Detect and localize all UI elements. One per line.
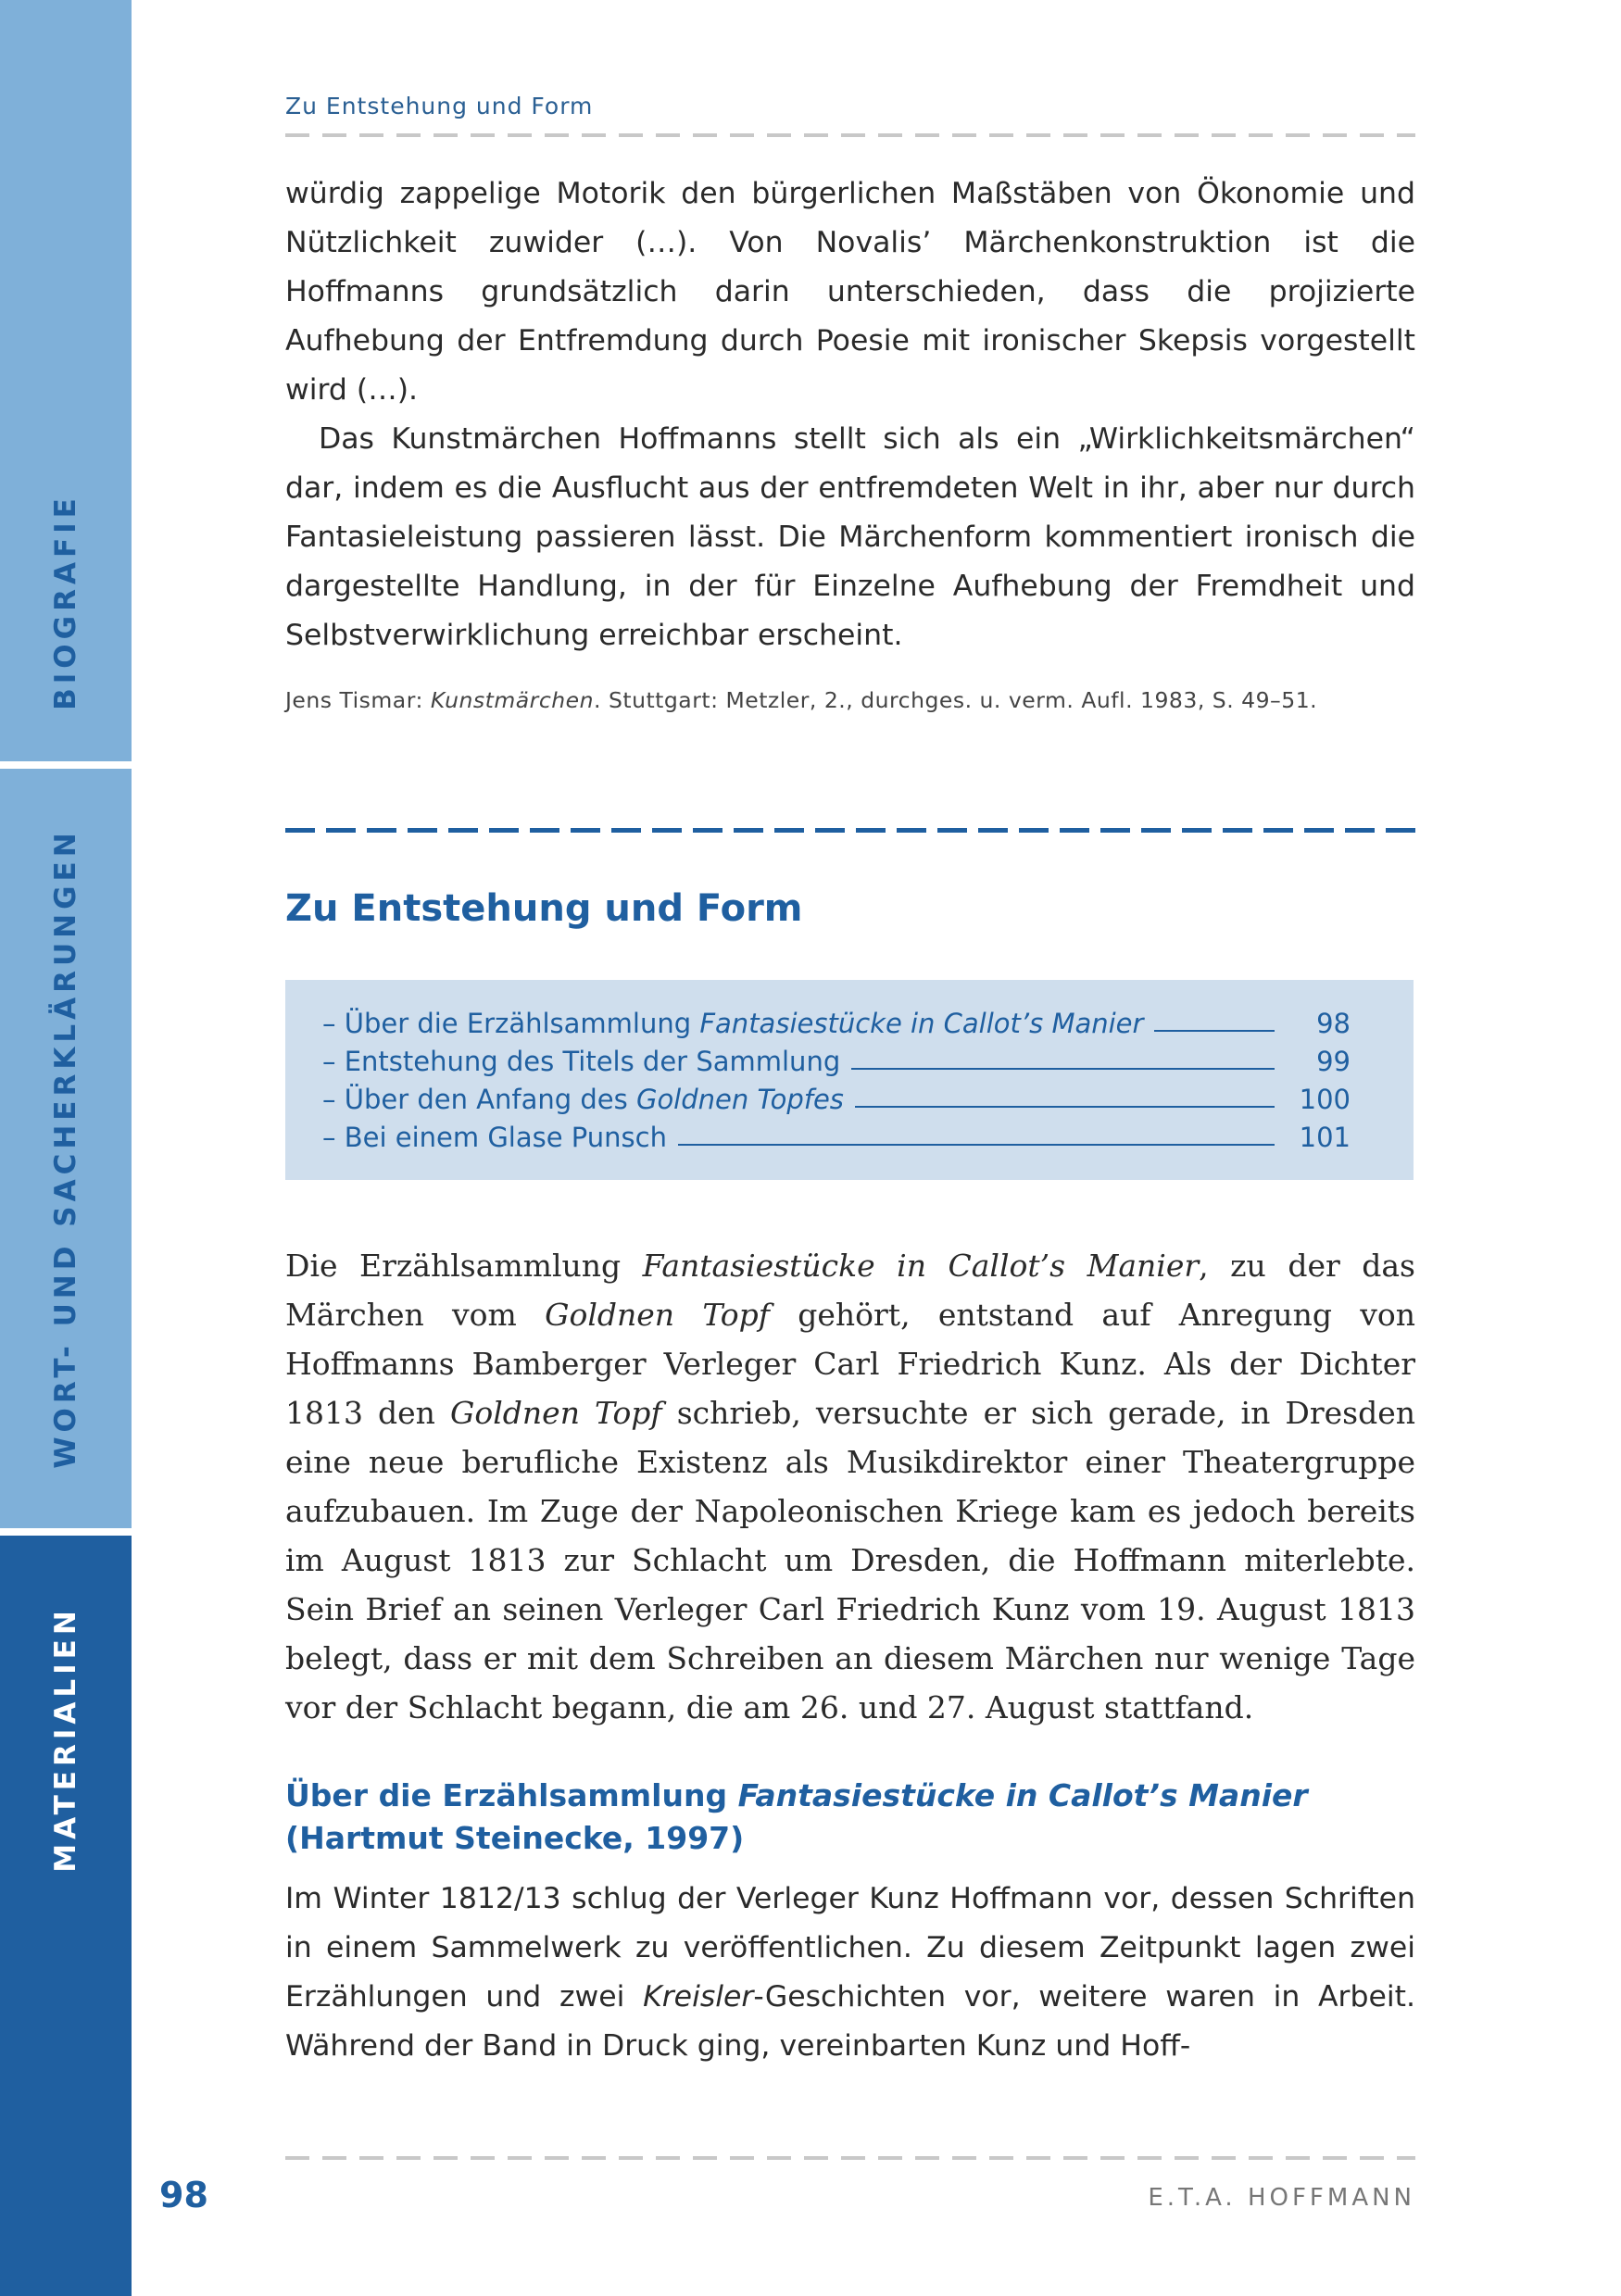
excerpt-paragraph: würdig zappelige Motorik den bürgerlichen Maßstäben von Ökonomie und Nützlichkeit zuwider (…). Von Novalis’ Märchenkonstruktion ist die Hoffmanns grundsätzlich darin unterschieden, dass die projizierte Aufhebung der Entfremdung durch Poesie mit ironischer Skepsis vorgestellt wird (…). <box>285 177 1415 407</box>
running-head: Zu Entstehung und Form <box>285 93 594 119</box>
tab-materialien[interactable] <box>0 1536 132 2296</box>
subheading-italic: Fantasiestücke in Callot’s Manier <box>737 1777 1308 1813</box>
italic-title: Goldnen Topf <box>450 1395 662 1431</box>
toc-leader <box>851 1068 1275 1070</box>
footer-divider <box>285 2156 1415 2160</box>
toc-entry-italic: Fantasiestücke in Callot’s Manier <box>699 1008 1144 1039</box>
toc-entry-label <box>322 1084 844 1115</box>
toc-entry-text: – Bei einem Glase Punsch <box>322 1122 667 1153</box>
toc-entry[interactable] <box>322 1038 1351 1077</box>
text-run: , zu der das Märchen vom <box>285 1248 1415 1333</box>
toc-page-number: 100 <box>1299 1084 1351 1115</box>
citation <box>285 687 1317 713</box>
section-title: Zu Entstehung und Form <box>285 887 803 930</box>
text-run: Im Winter 1812/13 schlug der Verleger Kunz Hoffmann vor, dessen Schriften in einem Sammelwerk zu veröffentlichen. Zu diesem Zeitpunkt lagen zwei Erzählungen und zwei <box>285 1882 1415 2014</box>
subheading <box>285 1775 1415 1860</box>
sub-text <box>285 1875 1415 2071</box>
toc-entry[interactable] <box>322 1114 1351 1153</box>
italic-name: Kreisler <box>643 1980 754 2014</box>
tab-wort-und-sacherklaerungen-label: WORT- UND SACHERKLÄRUNGEN <box>49 828 82 1469</box>
subheading-text: Über die Erzählsammlung <box>285 1777 738 1813</box>
tab-materialien-label: MATERIALIEN <box>49 1606 82 1873</box>
toc-leader <box>678 1144 1275 1146</box>
subheading-text: (Hartmut Steinecke, 1997) <box>285 1820 745 1856</box>
toc-page-number: 98 <box>1316 1008 1351 1039</box>
toc-page-number: 101 <box>1299 1122 1351 1153</box>
tab-wort-und-sacherklaerungen[interactable] <box>0 769 132 1528</box>
toc-entry-label <box>322 1046 840 1077</box>
text-run: schrieb, versuchte er sich gerade, in Dresden eine neue berufliche Existenz als Musikdirektor einer Theatergruppe aufzubauen. Im Zuge der Napoleonischen Kriege kam es jedoch bereits im August 1813 zur Schlacht um Dresden, die Hoffmann miterlebte. Sein Brief an seinen Verleger Carl Friedrich Kunz vom 19. August 1813 belegt, dass er mit dem Schreiben an diesem Märchen nur wenige Tage vor der Schlacht begann, die am 26. und 27. August stattfand. <box>285 1395 1416 1725</box>
citation-details: . Stuttgart: Metzler, 2., durchges. u. verm. Aufl. 1983, S. 49–51. <box>594 687 1318 713</box>
citation-author: Jens Tismar: <box>285 687 431 713</box>
toc-entry-text: – Über den Anfang des <box>322 1084 636 1115</box>
main-text <box>285 1241 1415 1732</box>
section-divider <box>285 828 1415 833</box>
excerpt-text <box>285 169 1415 660</box>
main-paragraph <box>285 1241 1415 1732</box>
citation-title: Kunstmärchen <box>430 687 594 713</box>
toc-leader <box>1154 1030 1275 1032</box>
sidebar-nav <box>0 0 132 2296</box>
text-run: -Geschichten vor, weitere waren in Arbeit. Während der Band in Druck ging, vereinbarten Kunz und Hoff- <box>285 1980 1415 2063</box>
toc-entry-text: – Über die Erzählsammlung <box>322 1008 700 1039</box>
table-of-contents <box>285 980 1414 1180</box>
toc-entry-label <box>322 1008 1143 1039</box>
toc-entry[interactable] <box>322 1000 1351 1039</box>
toc-leader <box>855 1106 1275 1108</box>
italic-title: Fantasiestücke in Callot’s Manier <box>642 1248 1200 1284</box>
sub-paragraph <box>285 1875 1415 2071</box>
italic-title: Goldnen Topf <box>545 1297 770 1333</box>
tab-biografie-label: BIOGRAFIE <box>49 494 82 710</box>
toc-entry[interactable] <box>322 1076 1351 1115</box>
text-run: gehört, entstand auf Anregung von Hoffmanns Bamberger Verleger Carl Friedrich Kunz. Als der Dichter 1813 den <box>285 1297 1415 1431</box>
page-number: 98 <box>159 2175 208 2215</box>
toc-entry-text: – Entstehung des Titels der Sammlung <box>322 1046 841 1077</box>
tab-biografie[interactable] <box>0 0 132 761</box>
footer-author: E.T.A. HOFFMANN <box>1148 2184 1415 2212</box>
toc-entry-italic: Goldnen Topfes <box>635 1084 844 1115</box>
toc-entry-label <box>322 1122 667 1153</box>
text-run: Die Erzählsammlung <box>285 1248 643 1284</box>
toc-page-number: 99 <box>1316 1046 1351 1077</box>
excerpt-paragraph: Das Kunstmärchen Hoffmanns stellt sich als ein „Wirklichkeitsmärchen“ dar, indem es die Ausflucht aus der entfremdeten Welt in ihr, aber nur durch Fantasieleistung passieren lässt. Die Märchenform kommentiert ironisch die dargestellte Handlung, in der für Einzelne Aufhebung der Fremdheit und Selbstverwirklichung erreichbar erscheint. <box>285 422 1415 652</box>
header-divider <box>285 133 1415 137</box>
